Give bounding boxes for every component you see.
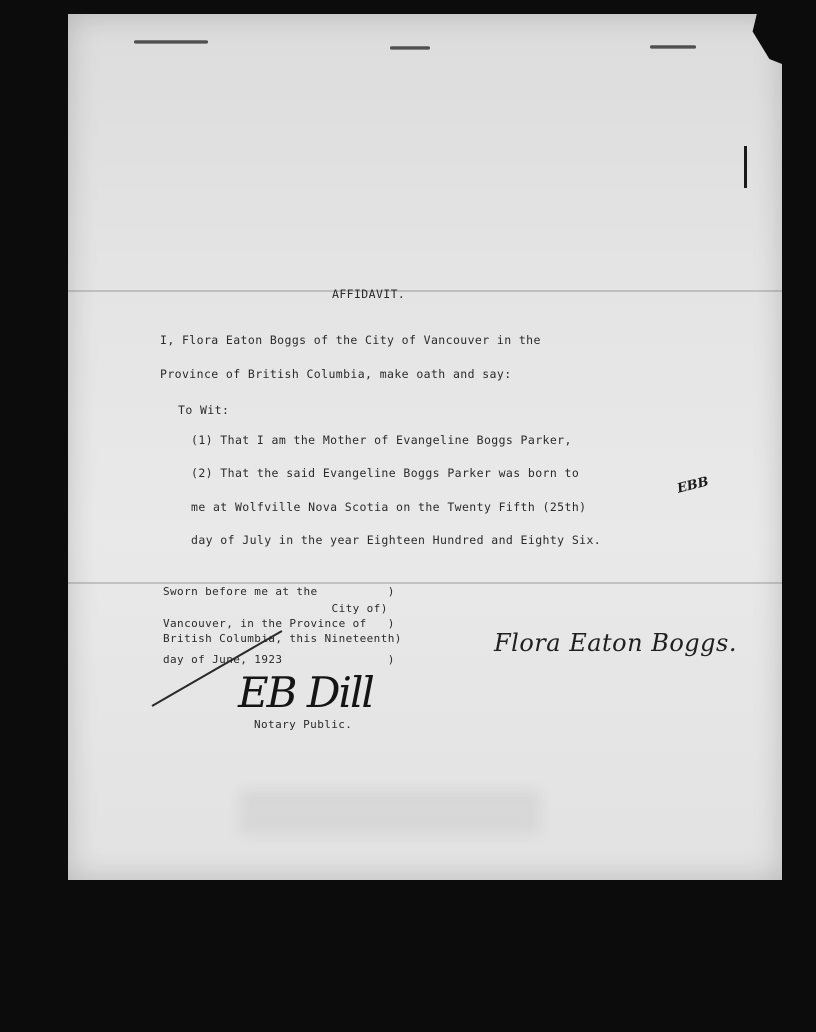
bleed-through-text (240, 790, 540, 834)
fold-line-upper (68, 290, 782, 292)
clause-2-line-3: day of July in the year Eighteen Hundred and Eighty Six. (191, 533, 602, 547)
jurat-line-3: Vancouver, in the Province of ) (163, 617, 395, 630)
affidavit-page (68, 14, 782, 880)
jurat-line-2: City of) (163, 602, 388, 615)
correction-initials: EBB (675, 474, 711, 497)
margin-mark (744, 146, 747, 188)
notary-signature: EB Dill (238, 668, 373, 717)
affidavit-line-1: I, Flora Eaton Boggs of the City of Vancouver in the (160, 333, 541, 347)
staple-left (134, 40, 208, 44)
clause-2-line-1: (2) That the said Evangeline Boggs Parker was born to (191, 466, 580, 480)
document-title: AFFIDAVIT. (332, 287, 406, 301)
deponent-signature: Flora Eaton Boggs. (494, 629, 737, 657)
jurat-line-5: day of June, 1923 ) (163, 653, 395, 666)
staple-center (390, 46, 430, 50)
clause-2-line-2: me at Wolfville Nova Scotia on the Twenty Fifth (25th) (191, 500, 587, 514)
jurat-line-4: British Columbia, this Nineteenth) (163, 632, 402, 645)
staple-right (650, 45, 696, 49)
clause-1: (1) That I am the Mother of Evangeline Boggs Parker, (191, 433, 572, 447)
fold-line-lower (68, 582, 782, 584)
affidavit-line-2: Province of British Columbia, make oath and say: (160, 367, 512, 381)
notary-public-label: Notary Public. (254, 718, 353, 731)
to-wit-label: To Wit: (178, 403, 230, 417)
jurat-line-1: Sworn before me at the ) (163, 585, 395, 598)
